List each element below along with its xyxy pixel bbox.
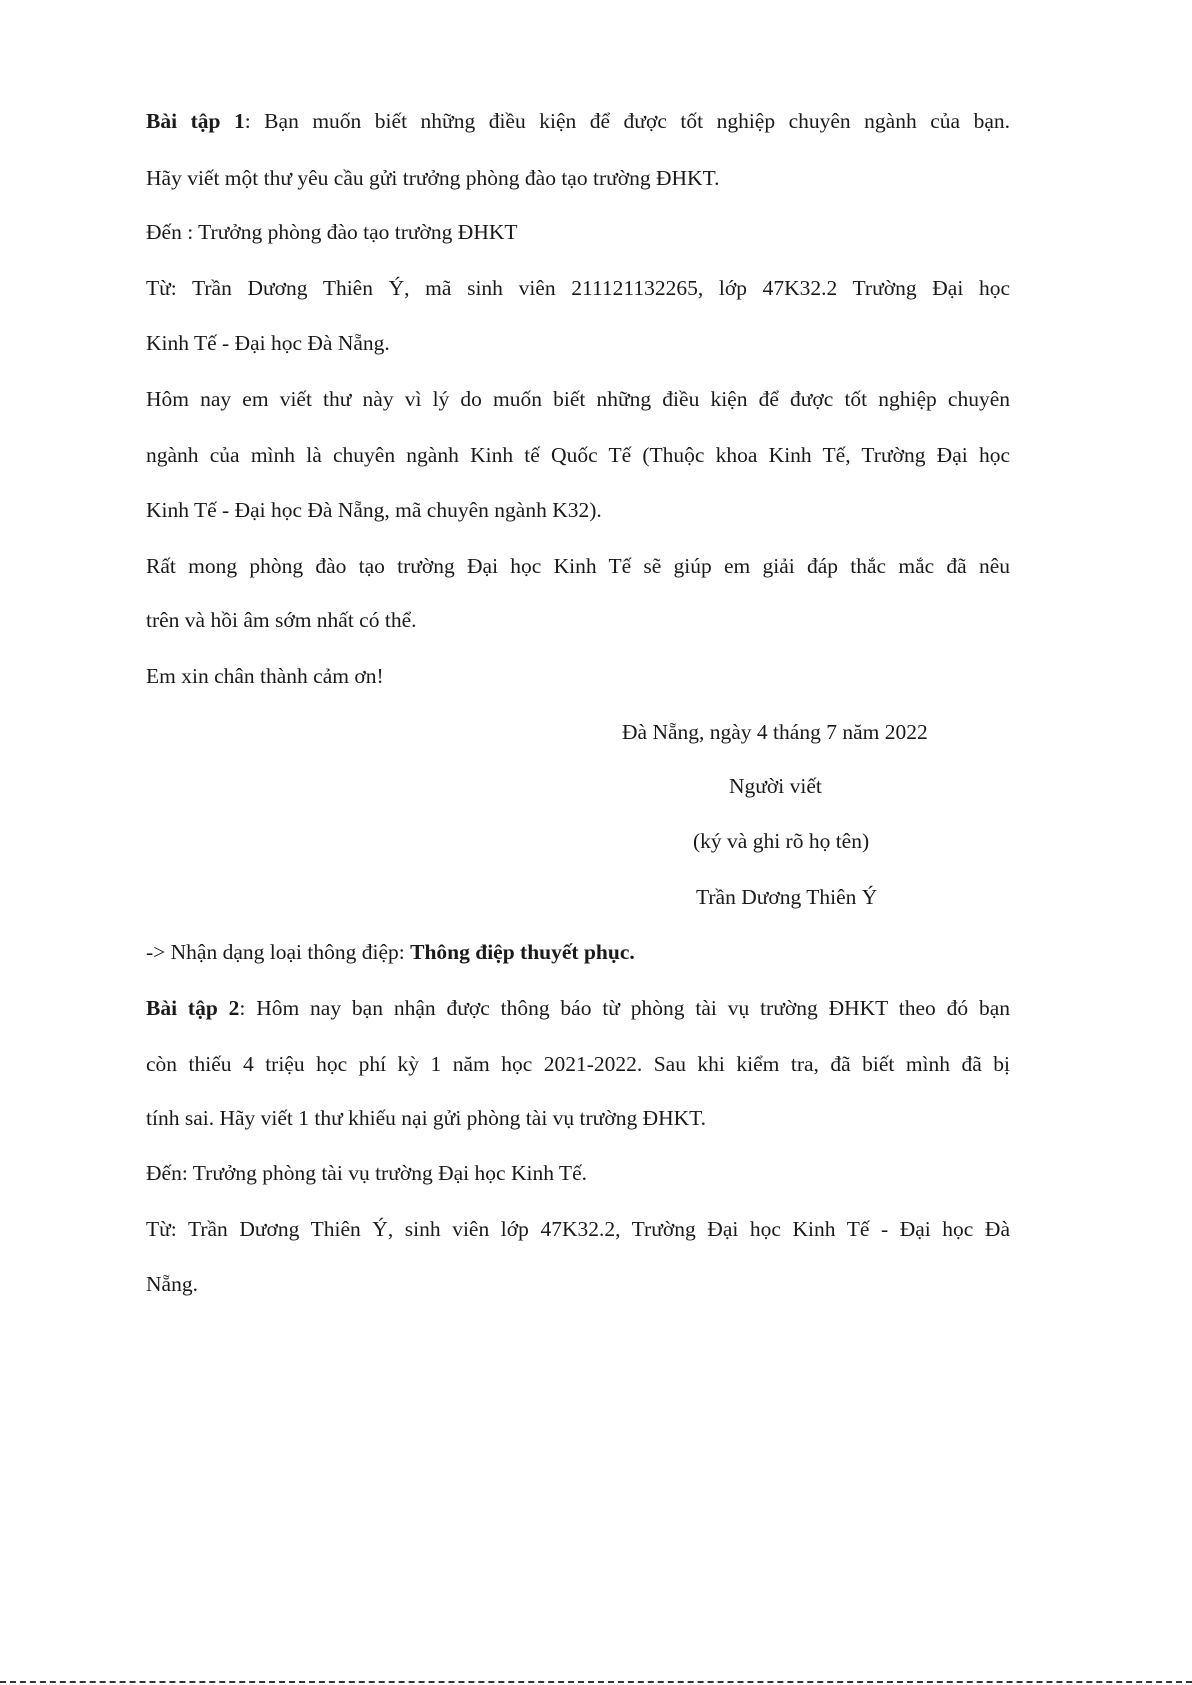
ex2-recipient: Đến: Trưởng phòng tài vụ trường Đại học Kinh Tế. [146, 1161, 587, 1185]
ex2-sender-line-2: Nẵng. [146, 1272, 198, 1296]
ex1-body-line-1: Hôm nay em viết thư này vì lý do muốn biết những điều kiện để được tốt nghiệp chuyên [146, 387, 1010, 411]
ex1-identify-value: Thông điệp thuyết phục. [410, 940, 635, 964]
ex1-writer-label: Người viết [729, 774, 822, 798]
ex2-prompt-line-2: còn thiếu 4 triệu học phí kỳ 1 năm học 2021-2022. Sau khi kiểm tra, đã biết mình đã bị [146, 1052, 1010, 1076]
page-bottom-edge [0, 1681, 1192, 1683]
ex1-request-line-2: trên và hồi âm sớm nhất có thể. [146, 608, 417, 632]
ex2-prompt-line-3: tính sai. Hãy viết 1 thư khiếu nại gửi phòng tài vụ trường ĐHKT. [146, 1106, 707, 1130]
ex1-sender-line-2: Kinh Tế - Đại học Đà Nẵng. [146, 331, 390, 355]
ex1-prompt-line-1: Bài tập 1: Bạn muốn biết những điều kiện để được tốt nghiệp chuyên ngành của bạn. [146, 109, 1010, 133]
ex1-body-line-3: Kinh Tế - Đại học Đà Nẵng, mã chuyên ngành K32). [146, 498, 602, 522]
ex1-prompt-line-2: Hãy viết một thư yêu cầu gửi trưởng phòng đào tạo trường ĐHKT. [146, 166, 720, 190]
ex1-body-line-2: ngành của mình là chuyên ngành Kinh tế Quốc Tế (Thuộc khoa Kinh Tế, Trường Đại học [146, 443, 1010, 467]
ex1-sender-line-1: Từ: Trần Dương Thiên Ý, mã sinh viên 211121132265, lớp 47K32.2 Trường Đại học [146, 276, 1010, 300]
ex2-heading: Bài tập 2 [146, 996, 240, 1020]
ex1-date: Đà Nẵng, ngày 4 tháng 7 năm 2022 [622, 720, 928, 744]
ex1-recipient: Đến : Trưởng phòng đào tạo trường ĐHKT [146, 220, 518, 244]
ex2-sender-line-1: Từ: Trần Dương Thiên Ý, sinh viên lớp 47K32.2, Trường Đại học Kinh Tế - Đại học Đà [146, 1217, 1010, 1241]
ex1-sign-note: (ký và ghi rõ họ tên) [693, 829, 870, 853]
ex1-heading: Bài tập 1 [146, 109, 245, 133]
ex1-thanks: Em xin chân thành cảm ơn! [146, 664, 384, 688]
ex1-identify: -> Nhận dạng loại thông điệp: Thông điệp thuyết phục. [146, 940, 635, 964]
ex1-request-line-1: Rất mong phòng đào tạo trường Đại học Kinh Tế sẽ giúp em giải đáp thắc mắc đã nêu [146, 554, 1010, 578]
ex1-signer-name: Trần Dương Thiên Ý [696, 885, 878, 909]
ex2-prompt-line-1: Bài tập 2: Hôm nay bạn nhận được thông báo từ phòng tài vụ trường ĐHKT theo đó bạn [146, 996, 1010, 1020]
